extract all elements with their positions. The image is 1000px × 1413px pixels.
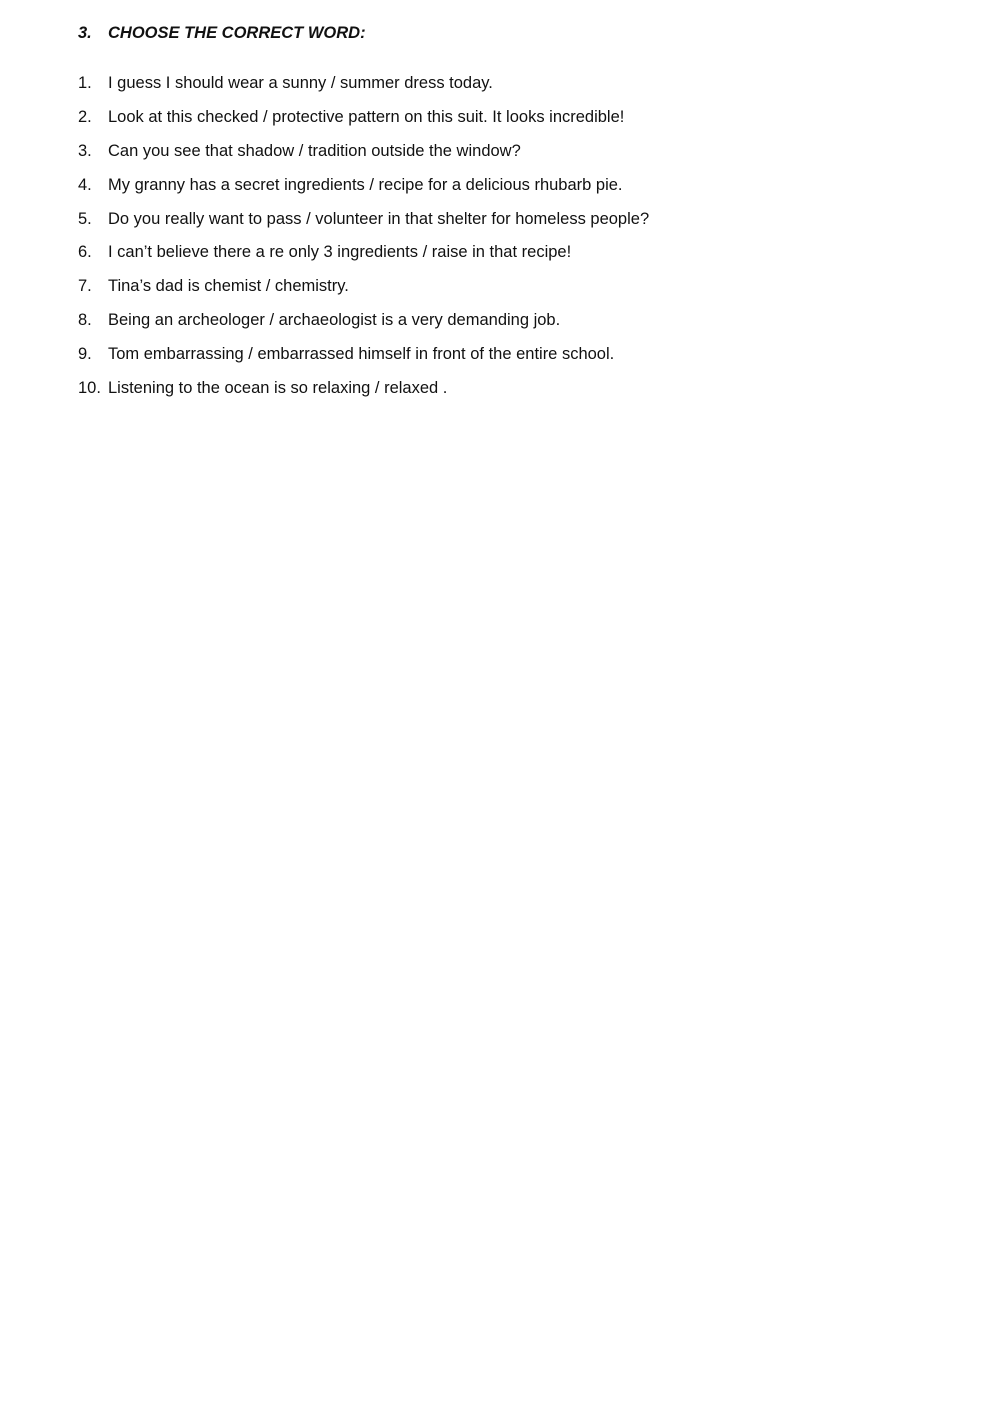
exercise-item-2 [78,106,649,140]
exercise-item-3 [78,140,649,174]
item-text: Can you see that shadow / tradition outside the window? [108,141,521,160]
item-number: 5. [78,209,92,228]
item-text: Tina’s dad is chemist / chemistry. [108,277,349,296]
item-text: Listening to the ocean is so relaxing / relaxed . [108,379,448,398]
item-number: 3. [78,141,92,160]
item-number: 8. [78,311,92,330]
item-text: Being an archeologer / archaeologist is a very demanding job. [108,311,561,330]
item-text: My granny has a secret ingredients / recipe for a delicious rhubarb pie. [108,175,623,194]
item-text: Tom embarrassing / embarrassed himself in front of the entire school. [108,345,615,364]
section-title: CHOOSE THE CORRECT WORD: [108,24,366,42]
exercise-list [78,72,649,411]
item-number: 10. [78,379,101,398]
exercise-item-5 [78,208,649,242]
item-text: I guess I should wear a sunny / summer dress today. [108,74,493,92]
exercise-item-8 [78,309,649,343]
item-number: 4. [78,175,92,194]
section-heading [78,24,366,43]
exercise-item-9 [78,343,649,377]
item-number: 6. [78,243,92,262]
item-text: Look at this checked / protective pattern on this suit. It looks incredible! [108,107,625,126]
exercise-item-4 [78,174,649,208]
exercise-item-7 [78,275,649,309]
item-text: I can’t believe there a re only 3 ingredients / raise in that recipe! [108,243,572,262]
item-number: 2. [78,107,92,126]
exercise-item-1 [78,72,649,106]
item-text: Do you really want to pass / volunteer in that shelter for homeless people? [108,209,650,228]
section-number: 3. [78,24,92,42]
item-number: 9. [78,345,92,364]
exercise-item-10 [78,377,649,411]
item-number: 1. [78,74,92,92]
item-number: 7. [78,277,92,296]
exercise-item-6 [78,241,649,275]
